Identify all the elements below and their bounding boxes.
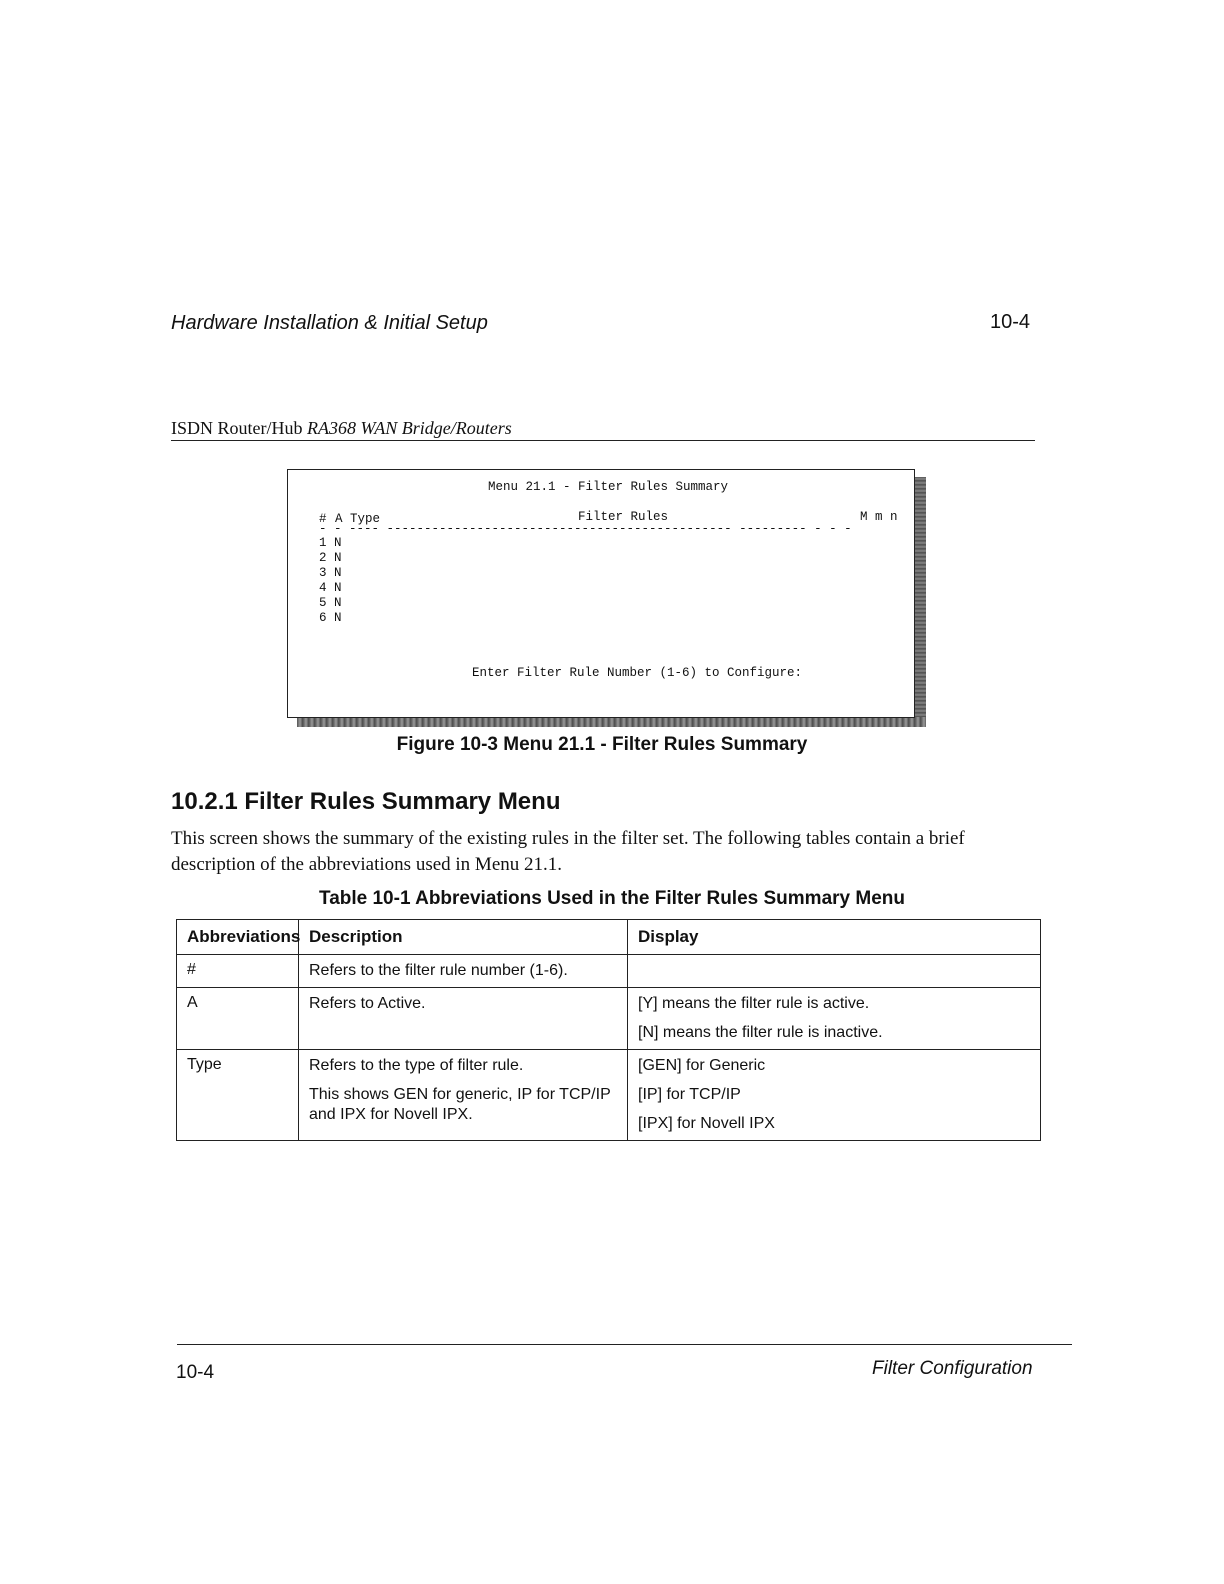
table-header-row	[177, 920, 1041, 955]
footer-chapter: Filter Configuration	[872, 1358, 1033, 1379]
terminal-title: Menu 21.1 - Filter Rules Summary	[488, 480, 729, 494]
desc-line: Refers to the type of filter rule.	[309, 1057, 524, 1074]
figure-caption-text: Figure 10-3 Menu 21.1 - Filter Rules Summary	[396, 734, 808, 755]
table-caption: Table 10-1 Abbreviations Used in the Filter Rules Summary Menu	[319, 888, 905, 909]
body-paragraph: This screen shows the summary of the existing rules in the filter set. The following tables contain a brief description of the abbreviations used in Menu 21.1.	[171, 828, 965, 875]
cell-abbr: A	[177, 988, 299, 1050]
cell-desc	[299, 1050, 628, 1141]
cell-display	[628, 988, 1041, 1050]
table-row	[177, 955, 1041, 988]
cell-desc	[299, 988, 628, 1050]
cell-abbr: #	[177, 955, 299, 988]
display-line: [IPX] for Novell IPX	[638, 1115, 775, 1132]
table-row	[177, 988, 1041, 1050]
cell-abbr: Type	[177, 1050, 299, 1141]
desc-line: Refers to Active.	[309, 995, 426, 1012]
terminal-col-filter-rules: Filter Rules	[578, 510, 669, 524]
footer-rule	[177, 1344, 1072, 1345]
running-header-title: Hardware Installation & Initial Setup	[171, 312, 488, 334]
display-line: [IP] for TCP/IP	[638, 1086, 741, 1103]
cell-desc	[299, 955, 628, 988]
header-abbreviations: Abbreviations	[177, 920, 299, 955]
product-line	[171, 418, 1035, 441]
terminal-dash-line: - - ---- ---------------------------------------------- --------- - - -	[319, 522, 852, 536]
desc-line: Refers to the filter rule number (1-6).	[309, 962, 568, 979]
desc-line: This shows GEN for generic, IP for TCP/IP and IPX for Novell IPX.	[309, 1086, 611, 1123]
header-description: Description	[299, 920, 628, 955]
product-line-prefix: ISDN Router/Hub	[171, 418, 303, 438]
abbreviations-table	[176, 919, 1041, 1141]
section-title: 10.2.1 Filter Rules Summary Menu	[171, 788, 561, 815]
display-line: [Y] means the filter rule is active.	[638, 995, 870, 1012]
table-row	[177, 1050, 1041, 1141]
display-line: [GEN] for Generic	[638, 1057, 766, 1074]
terminal-col-hash: #	[319, 512, 327, 526]
footer-page-number: 10-4	[176, 1362, 215, 1383]
display-line: [N] means the filter rule is inactive.	[638, 1024, 883, 1041]
product-line-model: RA368 WAN Bridge/Routers	[307, 418, 512, 438]
terminal-prompt: Enter Filter Rule Number (1-6) to Configure:	[472, 666, 803, 680]
terminal-rule-rows: 1 N 2 N 3 N 4 N 5 N 6 N	[319, 536, 342, 625]
running-header-page-number: 10-4	[990, 311, 1031, 333]
cell-display	[628, 1050, 1041, 1141]
terminal-screen	[287, 469, 915, 718]
cell-display	[628, 955, 1041, 988]
header-display: Display	[628, 920, 1041, 955]
terminal-col-mmn: M m n	[860, 510, 898, 524]
figure-caption	[0, 734, 1224, 756]
terminal-col-type: A Type	[335, 512, 381, 526]
terminal-shadow-bottom	[297, 717, 926, 727]
